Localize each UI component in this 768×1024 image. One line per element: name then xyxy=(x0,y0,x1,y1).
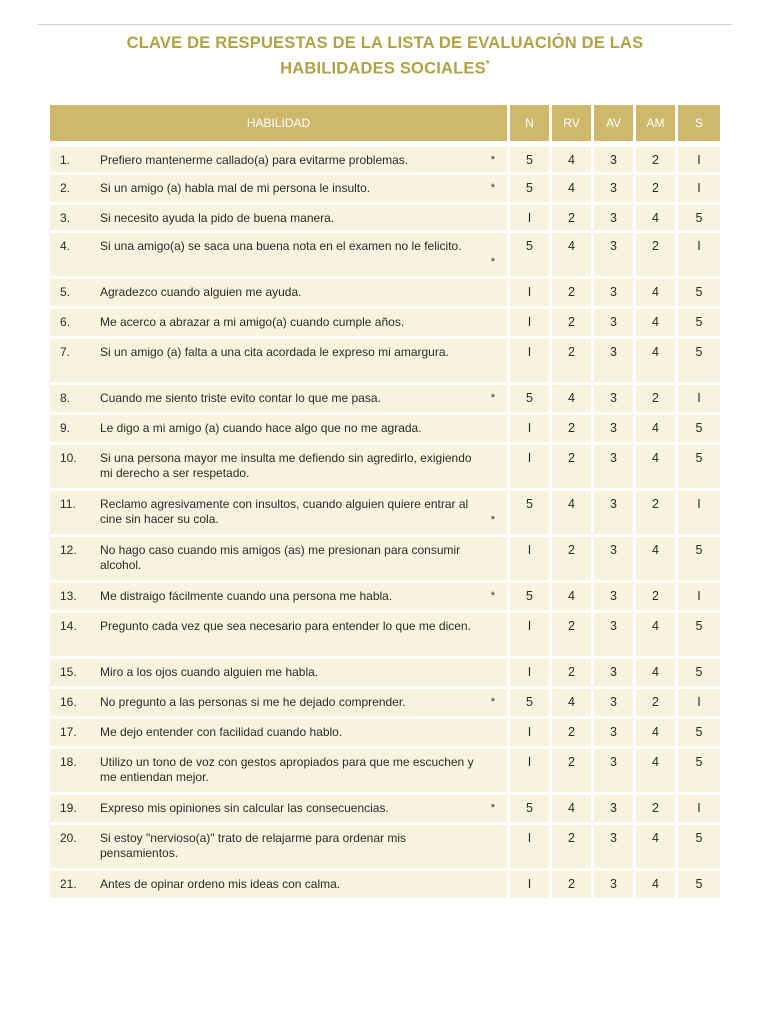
score-rv: 4 xyxy=(552,795,594,825)
score-s: I xyxy=(678,141,720,175)
score-am: 2 xyxy=(636,175,678,205)
skill-cell xyxy=(50,339,510,385)
score-n: 5 xyxy=(510,795,552,825)
item-number: 5. xyxy=(60,285,71,299)
skill-cell xyxy=(50,795,510,825)
skill-cell xyxy=(50,825,510,871)
header-n: N xyxy=(510,105,552,141)
title-line-2 xyxy=(40,54,730,80)
table-row xyxy=(50,445,720,491)
score-am: 2 xyxy=(636,491,678,537)
score-av: 3 xyxy=(594,309,636,339)
skill-cell xyxy=(50,491,510,537)
item-text: Si necesito ayuda la pido de buena manera. xyxy=(100,211,335,225)
score-n: I xyxy=(510,613,552,659)
score-av: 3 xyxy=(594,205,636,233)
header-av: AV xyxy=(594,105,636,141)
skill-cell xyxy=(50,749,510,795)
score-n: 5 xyxy=(510,141,552,175)
score-am: 2 xyxy=(636,795,678,825)
item-number: 14. xyxy=(60,619,77,633)
skill-cell xyxy=(50,537,510,583)
skill-cell xyxy=(50,659,510,689)
item-text: Si un amigo (a) habla mal de mi persona le insulto. xyxy=(100,181,371,195)
reverse-scored-marker: * xyxy=(490,696,495,708)
skill-cell xyxy=(50,233,510,279)
item-text: Prefiero mantenerme callado(a) para evitarme problemas. xyxy=(100,153,409,167)
skill-cell xyxy=(50,613,510,659)
score-s: I xyxy=(678,795,720,825)
item-number: 6. xyxy=(60,315,71,329)
score-rv: 2 xyxy=(552,613,594,659)
score-rv: 2 xyxy=(552,339,594,385)
score-s: 5 xyxy=(678,659,720,689)
score-s: I xyxy=(678,583,720,613)
table-row xyxy=(50,279,720,309)
item-number: 10. xyxy=(60,451,77,465)
score-s: I xyxy=(678,385,720,415)
item-text: Me acerco a abrazar a mi amigo(a) cuando cumple años. xyxy=(100,315,405,329)
score-am: 4 xyxy=(636,415,678,445)
skill-cell xyxy=(50,279,510,309)
score-am: 4 xyxy=(636,279,678,309)
score-n: I xyxy=(510,825,552,871)
header-am: AM xyxy=(636,105,678,141)
score-av: 3 xyxy=(594,871,636,901)
score-n: 5 xyxy=(510,583,552,613)
score-rv: 2 xyxy=(552,415,594,445)
table-row xyxy=(50,415,720,445)
score-am: 4 xyxy=(636,537,678,583)
score-n: I xyxy=(510,445,552,491)
score-n: I xyxy=(510,415,552,445)
score-rv: 4 xyxy=(552,141,594,175)
score-av: 3 xyxy=(594,795,636,825)
score-n: 5 xyxy=(510,233,552,279)
score-av: 3 xyxy=(594,445,636,491)
skill-cell xyxy=(50,871,510,901)
item-text: Agradezco cuando alguien me ayuda. xyxy=(100,285,302,299)
score-am: 4 xyxy=(636,613,678,659)
table-row xyxy=(50,491,720,537)
score-s: 5 xyxy=(678,537,720,583)
item-number: 8. xyxy=(60,391,71,405)
table-row xyxy=(50,537,720,583)
score-s: I xyxy=(678,491,720,537)
table-row xyxy=(50,795,720,825)
score-s: 5 xyxy=(678,279,720,309)
score-rv: 4 xyxy=(552,175,594,205)
score-am: 4 xyxy=(636,825,678,871)
score-rv: 4 xyxy=(552,385,594,415)
title-line-2-text: HABILIDADES SOCIALES xyxy=(280,59,486,78)
item-number: 12. xyxy=(60,543,77,557)
table-row xyxy=(50,233,720,279)
score-rv: 4 xyxy=(552,583,594,613)
skill-cell xyxy=(50,309,510,339)
score-rv: 2 xyxy=(552,537,594,583)
score-rv: 2 xyxy=(552,659,594,689)
score-av: 3 xyxy=(594,385,636,415)
score-s: 5 xyxy=(678,825,720,871)
score-s: 5 xyxy=(678,205,720,233)
score-n: I xyxy=(510,309,552,339)
score-rv: 2 xyxy=(552,279,594,309)
skill-cell xyxy=(50,583,510,613)
score-rv: 2 xyxy=(552,749,594,795)
item-text: Si una persona mayor me insulta me defiendo sin agredirlo, exigiendo mi derecho a ser respetado. xyxy=(100,451,472,480)
score-s: 5 xyxy=(678,871,720,901)
reverse-scored-marker: * xyxy=(490,590,495,602)
score-av: 3 xyxy=(594,613,636,659)
item-number: 21. xyxy=(60,877,77,891)
score-s: I xyxy=(678,175,720,205)
score-n: I xyxy=(510,719,552,749)
score-n: 5 xyxy=(510,175,552,205)
item-number: 13. xyxy=(60,589,77,603)
item-number: 7. xyxy=(60,345,71,359)
reverse-scored-marker: * xyxy=(490,392,495,404)
table-row xyxy=(50,659,720,689)
page-title xyxy=(40,33,730,80)
score-am: 2 xyxy=(636,141,678,175)
item-text: Cuando me siento triste evito contar lo que me pasa. xyxy=(100,391,381,405)
table-row xyxy=(50,339,720,385)
score-s: 5 xyxy=(678,415,720,445)
item-text: Expreso mis opiniones sin calcular las consecuencias. xyxy=(100,801,389,815)
table-row xyxy=(50,583,720,613)
skill-cell xyxy=(50,141,510,175)
score-am: 2 xyxy=(636,233,678,279)
skill-cell xyxy=(50,385,510,415)
score-n: I xyxy=(510,537,552,583)
item-text: Utilizo un tono de voz con gestos apropiados para que me escuchen y me entiendan mejor. xyxy=(100,755,474,784)
score-s: 5 xyxy=(678,719,720,749)
table-row xyxy=(50,205,720,233)
reverse-scored-marker: * xyxy=(490,802,495,814)
score-am: 2 xyxy=(636,385,678,415)
item-text: Si estoy "nervioso(a)" trato de relajarme para ordenar mis pensamientos. xyxy=(100,831,406,860)
score-av: 3 xyxy=(594,279,636,309)
score-n: I xyxy=(510,205,552,233)
score-n: I xyxy=(510,749,552,795)
item-text: No pregunto a las personas si me he dejado comprender. xyxy=(100,695,406,709)
score-rv: 2 xyxy=(552,309,594,339)
score-am: 4 xyxy=(636,309,678,339)
score-am: 4 xyxy=(636,659,678,689)
table-header-row xyxy=(50,105,720,141)
header-s: S xyxy=(678,105,720,141)
table-row xyxy=(50,689,720,719)
score-n: I xyxy=(510,871,552,901)
score-s: 5 xyxy=(678,613,720,659)
table-row xyxy=(50,309,720,339)
score-rv: 2 xyxy=(552,205,594,233)
item-number: 1. xyxy=(60,153,71,167)
score-av: 3 xyxy=(594,491,636,537)
score-rv: 4 xyxy=(552,491,594,537)
item-number: 15. xyxy=(60,665,77,679)
item-text: Reclamo agresivamente con insultos, cuando alguien quiere entrar al cine sin hacer su cola. xyxy=(100,497,469,526)
item-text: Me dejo entender con facilidad cuando hablo. xyxy=(100,725,343,739)
item-number: 11. xyxy=(60,497,76,511)
score-s: 5 xyxy=(678,445,720,491)
item-number: 9. xyxy=(60,421,71,435)
score-am: 2 xyxy=(636,689,678,719)
score-av: 3 xyxy=(594,689,636,719)
reverse-scored-marker: * xyxy=(490,182,495,194)
item-number: 16. xyxy=(60,695,77,709)
score-rv: 2 xyxy=(552,825,594,871)
score-n: 5 xyxy=(510,491,552,537)
table-row xyxy=(50,175,720,205)
table-row xyxy=(50,871,720,901)
score-n: I xyxy=(510,279,552,309)
skill-cell xyxy=(50,205,510,233)
skill-cell xyxy=(50,445,510,491)
table-row xyxy=(50,141,720,175)
reverse-scored-marker: * xyxy=(490,154,495,166)
reverse-scored-marker: * xyxy=(490,514,495,526)
score-rv: 4 xyxy=(552,233,594,279)
score-n: 5 xyxy=(510,385,552,415)
table-row xyxy=(50,385,720,415)
item-text: Le digo a mi amigo (a) cuando hace algo que no me agrada. xyxy=(100,421,422,435)
skill-cell xyxy=(50,719,510,749)
title-marker: * xyxy=(485,59,490,70)
score-s: 5 xyxy=(678,749,720,795)
score-rv: 2 xyxy=(552,445,594,491)
score-am: 4 xyxy=(636,749,678,795)
item-number: 18. xyxy=(60,755,77,769)
score-rv: 4 xyxy=(552,689,594,719)
score-av: 3 xyxy=(594,141,636,175)
title-line-1: CLAVE DE RESPUESTAS DE LA LISTA DE EVALUACIÓN DE LAS xyxy=(126,34,644,52)
score-av: 3 xyxy=(594,415,636,445)
item-text: Si una amigo(a) se saca una buena nota en el examen no le felicito. xyxy=(100,239,462,253)
table-row xyxy=(50,613,720,659)
skill-cell xyxy=(50,689,510,719)
item-number: 4. xyxy=(60,239,71,253)
header-rv: RV xyxy=(552,105,594,141)
score-am: 4 xyxy=(636,445,678,491)
item-number: 19. xyxy=(60,801,77,815)
item-text: No hago caso cuando mis amigos (as) me presionan para consumir alcohol. xyxy=(100,543,461,572)
score-s: 5 xyxy=(678,309,720,339)
score-am: 4 xyxy=(636,719,678,749)
score-n: 5 xyxy=(510,689,552,719)
score-n: I xyxy=(510,339,552,385)
reverse-scored-marker: * xyxy=(490,256,495,268)
score-av: 3 xyxy=(594,749,636,795)
score-av: 3 xyxy=(594,583,636,613)
score-am: 4 xyxy=(636,205,678,233)
score-av: 3 xyxy=(594,719,636,749)
score-av: 3 xyxy=(594,659,636,689)
item-number: 17. xyxy=(60,725,77,739)
header-skill: HABILIDAD xyxy=(50,105,510,141)
score-s: 5 xyxy=(678,339,720,385)
item-number: 20. xyxy=(60,831,77,845)
table-row xyxy=(50,719,720,749)
item-text: Antes de opinar ordeno mis ideas con calma. xyxy=(100,877,341,891)
skill-cell xyxy=(50,175,510,205)
table-row xyxy=(50,749,720,795)
score-am: 4 xyxy=(636,871,678,901)
answer-key-table xyxy=(50,105,720,901)
score-n: I xyxy=(510,659,552,689)
score-av: 3 xyxy=(594,175,636,205)
score-am: 4 xyxy=(636,339,678,385)
item-text: Pregunto cada vez que sea necesario para entender lo que me dicen. xyxy=(100,619,471,633)
score-rv: 2 xyxy=(552,871,594,901)
score-s: I xyxy=(678,689,720,719)
item-number: 3. xyxy=(60,211,71,225)
item-text: Miro a los ojos cuando alguien me habla. xyxy=(100,665,319,679)
table-row xyxy=(50,825,720,871)
score-rv: 2 xyxy=(552,719,594,749)
score-av: 3 xyxy=(594,537,636,583)
top-divider xyxy=(38,24,732,25)
score-av: 3 xyxy=(594,233,636,279)
score-av: 3 xyxy=(594,339,636,385)
skill-cell xyxy=(50,415,510,445)
item-number: 2. xyxy=(60,181,71,195)
score-am: 2 xyxy=(636,583,678,613)
item-text: Si un amigo (a) falta a una cita acordada le expreso mi amargura. xyxy=(100,345,449,359)
score-s: I xyxy=(678,233,720,279)
score-av: 3 xyxy=(594,825,636,871)
item-text: Me distraigo fácilmente cuando una persona me habla. xyxy=(100,589,393,603)
